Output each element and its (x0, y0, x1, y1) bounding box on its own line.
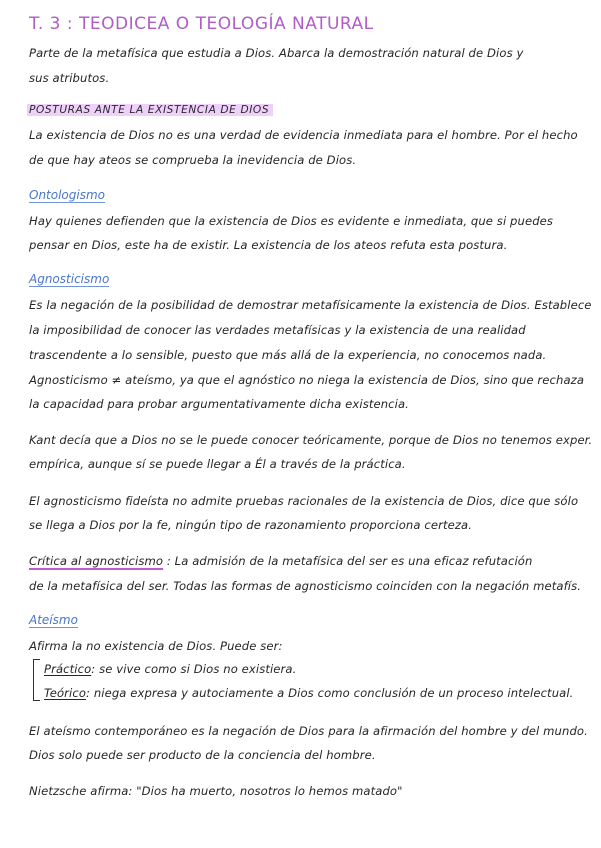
agnosticismo-line-3: trascendente a lo sensible, puesto que más allá de la experiencia, no conocemos nada. (29, 348, 547, 362)
ontologismo-line-2: pensar en Dios, este ha de existir. La existencia de los ateos refuta esta postura. (29, 238, 508, 252)
ateismo-practico (44, 662, 296, 676)
ontologismo-line-1: Hay quienes defienden que la existencia de Dios es evidente e inmediata, que si puedes (29, 214, 554, 228)
ateismo-bracket (33, 659, 40, 701)
kant-line-2: empírica, aunque sí se puede llegar a Él a través de la práctica. (29, 457, 406, 471)
critica-heading: Crítica al agnosticismo (29, 554, 164, 568)
ontologismo-heading: Ontologismo (29, 188, 106, 202)
critica-line-2: de la metafísica del ser. Todas las formas de agnosticismo coinciden con la negación metafís. (29, 579, 582, 593)
intro-line-1: Parte de la metafísica que estudia a Dios. Abarca la demostración natural de Dios y (29, 46, 524, 60)
ateismo-intro: Afirma la no existencia de Dios. Puede ser: (29, 639, 283, 653)
agnosticismo-heading: Agnosticismo (29, 272, 110, 286)
contemporaneo-line-2: Dios solo puede ser producto de la conciencia del hombre. (29, 748, 376, 762)
agnosticismo-line-5: la capacidad para probar argumentativamente dicha existencia. (29, 397, 409, 411)
critica-line-1 (29, 554, 532, 568)
intro-line-2: sus atributos. (29, 71, 110, 85)
agnosticismo-line-2: la imposibilidad de conocer las verdades metafísicas y la existencia de una realidad (29, 323, 526, 337)
section-text-line-1: La existencia de Dios no es una verdad de evidencia inmediata para el hombre. Por el hecho (29, 128, 578, 142)
section-text-line-2: de que hay ateos se comprueba la inevidencia de Dios. (29, 153, 357, 167)
section-heading: POSTURAS ANTE LA EXISTENCIA DE DIOS (27, 104, 273, 116)
fideista-line-1: El agnosticismo fideísta no admite pruebas racionales de la existencia de Dios, dice que sólo (29, 494, 579, 508)
ateismo-teorico (44, 686, 573, 700)
practico-text: : se vive como si Dios no existiera. (91, 662, 297, 676)
practico-term: Práctico (44, 662, 92, 676)
agnosticismo-line-4: Agnosticismo ≠ ateísmo, ya que el agnóstico no niega la existencia de Dios, sino que rechaza (29, 373, 585, 387)
nietzsche-quote: Nietzsche afirma: "Dios ha muerto, nosotros lo hemos matado" (29, 784, 403, 798)
agnosticismo-line-1: Es la negación de la posibilidad de demostrar metafísicamente la existencia de Dios. Establece (29, 298, 592, 312)
contemporaneo-line-1: El ateísmo contemporáneo es la negación de Dios para la afirmación del hombre y del mundo. (29, 724, 588, 738)
kant-line-1: Kant decía que a Dios no se le puede conocer teóricamente, porque de Dios no tenemos exper. (29, 433, 593, 447)
critica-text-1: : La admisión de la metafísica del ser es una eficaz refutación (166, 554, 533, 568)
page-title: T. 3 : TEODICEA O TEOLOGÍA NATURAL (29, 14, 374, 34)
teorico-term: Teórico (44, 686, 87, 700)
teorico-text: : niega expresa y autociamente a Dios como conclusión de un proceso intelectual. (86, 686, 574, 700)
ateismo-heading: Ateísmo (29, 613, 78, 627)
fideista-line-2: se llega a Dios por la fe, ningún tipo de razonamiento proporciona certeza. (29, 518, 472, 532)
